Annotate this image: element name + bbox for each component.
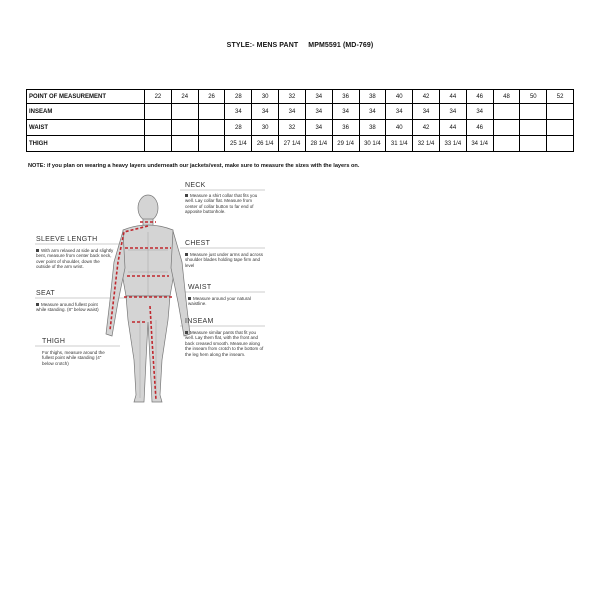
neck-label: NECK bbox=[185, 182, 206, 189]
inseam-text: Measure similar pants that fit you well. Lay them flat, with the front and back creased smooth. Measure along the inseam from crotch to the bottom of the leg hem along the inseam. bbox=[185, 330, 264, 357]
style-label: STYLE:- MENS PANT bbox=[226, 42, 299, 49]
table-cell: 33 1/4 bbox=[439, 136, 466, 152]
table-cell: 28 1/4 bbox=[305, 136, 332, 152]
bullet-icon bbox=[185, 331, 188, 334]
layers-note: NOTE: if you plan on wearing a heavy layers underneath our jackets/vest, make sure to measure the sizes with the layers on. bbox=[28, 163, 360, 169]
table-cell: 42 bbox=[413, 120, 440, 136]
table-cell: 26 1/4 bbox=[252, 136, 279, 152]
table-cell: 34 bbox=[225, 104, 252, 120]
size-header: 44 bbox=[439, 90, 466, 104]
table-cell: 34 1/4 bbox=[466, 136, 493, 152]
inseam-label: INSEAM bbox=[185, 318, 214, 325]
table-cell: 31 1/4 bbox=[386, 136, 413, 152]
sleeve-length-label: SLEEVE LENGTH bbox=[36, 236, 98, 243]
size-header: 50 bbox=[520, 90, 547, 104]
table-cell: 34 bbox=[332, 104, 359, 120]
thigh-text: For thighs, measure around the fullest point while standing (4" below crotch) bbox=[42, 350, 105, 366]
waist-description bbox=[188, 296, 265, 307]
table-cell: 32 bbox=[279, 120, 306, 136]
row-label: THIGH bbox=[27, 136, 145, 152]
size-header: 36 bbox=[332, 90, 359, 104]
size-header: 34 bbox=[305, 90, 332, 104]
waist-label: WAIST bbox=[188, 284, 212, 291]
table-cell: 25 1/4 bbox=[225, 136, 252, 152]
inseam-description bbox=[185, 330, 265, 357]
row-label: INSEAM bbox=[27, 104, 145, 120]
bullet-icon bbox=[188, 297, 191, 300]
table-cell: 34 bbox=[305, 104, 332, 120]
table-cell: 34 bbox=[279, 104, 306, 120]
sleeve-length-description bbox=[36, 248, 114, 270]
size-header: 28 bbox=[225, 90, 252, 104]
table-cell: 30 bbox=[252, 120, 279, 136]
size-header: 42 bbox=[413, 90, 440, 104]
pom-header: POINT OF MEASUREMENT bbox=[27, 90, 145, 104]
table-cell: 36 bbox=[332, 120, 359, 136]
neck-description bbox=[185, 193, 265, 215]
table-cell: 32 1/4 bbox=[413, 136, 440, 152]
table-cell: 46 bbox=[466, 120, 493, 136]
table-cell: 34 bbox=[252, 104, 279, 120]
size-header: 24 bbox=[171, 90, 198, 104]
table-cell: 44 bbox=[439, 120, 466, 136]
table-cell: 34 bbox=[466, 104, 493, 120]
table-cell: 34 bbox=[386, 104, 413, 120]
size-header: 40 bbox=[386, 90, 413, 104]
bullet-icon bbox=[185, 194, 188, 197]
table-cell: 40 bbox=[386, 120, 413, 136]
style-code: MPM5591 (MD-769) bbox=[308, 42, 374, 49]
table-cell: 29 1/4 bbox=[332, 136, 359, 152]
size-header: 22 bbox=[145, 90, 172, 104]
chest-text: Measure just under arms and across shoulder blades holding tape firm and level bbox=[185, 252, 264, 268]
table-cell: 34 bbox=[439, 104, 466, 120]
seat-text: Measure around fullest point while standing. (8" below waist) bbox=[36, 302, 99, 313]
seat-description bbox=[36, 302, 108, 313]
sleeve-length-text: With arm relaxed at side and slightly bent, measure from center back neck, over point of shoulder, down the outside of the arm wrist. bbox=[36, 248, 114, 270]
size-header: 46 bbox=[466, 90, 493, 104]
table-cell: 30 1/4 bbox=[359, 136, 386, 152]
thigh-description bbox=[42, 350, 114, 366]
size-header: 48 bbox=[493, 90, 520, 104]
waist-text: Measure around your natural waistline. bbox=[188, 296, 251, 307]
thigh-label: THIGH bbox=[42, 338, 66, 345]
bullet-icon bbox=[185, 253, 188, 256]
chest-description bbox=[185, 252, 265, 268]
size-header: 38 bbox=[359, 90, 386, 104]
size-header: 52 bbox=[547, 90, 574, 104]
row-label: WAIST bbox=[27, 120, 145, 136]
table-cell: 38 bbox=[359, 120, 386, 136]
size-header: 26 bbox=[198, 90, 225, 104]
chest-label: CHEST bbox=[185, 240, 211, 247]
table-cell: 27 1/4 bbox=[279, 136, 306, 152]
bullet-icon bbox=[36, 303, 39, 306]
table-cell: 34 bbox=[413, 104, 440, 120]
neck-text: Measure a shirt collar that fits you well. Lay collar flat. Measure from center of collar button to far end of apposite buttonhole. bbox=[185, 193, 258, 215]
size-header: 32 bbox=[279, 90, 306, 104]
size-header: 30 bbox=[252, 90, 279, 104]
table-cell: 28 bbox=[225, 120, 252, 136]
bullet-icon bbox=[36, 249, 39, 252]
table-cell: 34 bbox=[305, 120, 332, 136]
seat-label: SEAT bbox=[36, 290, 55, 297]
table-cell: 34 bbox=[359, 104, 386, 120]
